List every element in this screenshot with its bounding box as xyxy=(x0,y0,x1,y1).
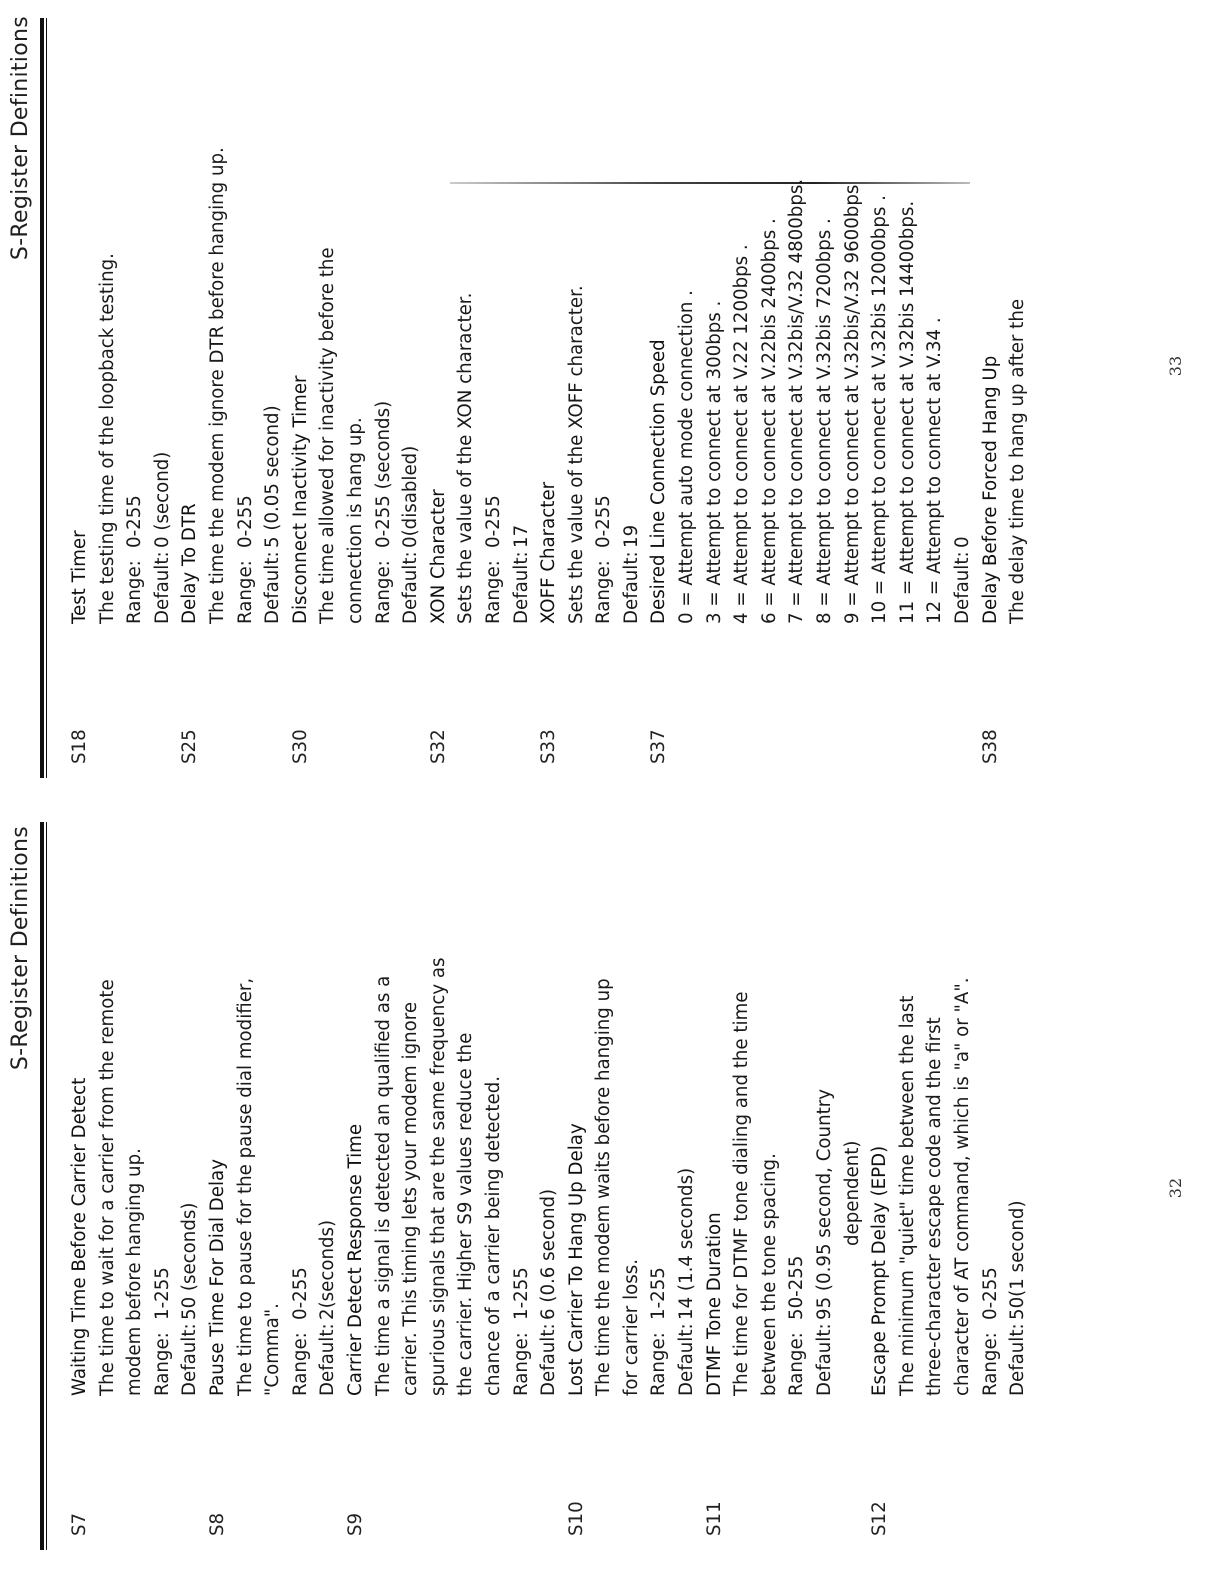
range-label: Range: xyxy=(289,1332,311,1396)
description-line: between the tone spacing. xyxy=(758,1153,780,1396)
default-value: 6 (0.6 second) xyxy=(538,1188,560,1320)
description-line: The time allowed for inactivity before the xyxy=(317,247,339,624)
description-line: The minimum "quiet" time between the last xyxy=(896,995,918,1396)
range-value: 1-255 xyxy=(510,1267,532,1320)
default-value: 0 (second) xyxy=(151,451,173,548)
register-body xyxy=(66,816,204,1396)
description-line: The time to pause for the pause dial modifier, xyxy=(234,977,256,1396)
range-value: 1-255 xyxy=(648,1267,670,1320)
description-line: The delay time to hang up after the xyxy=(1007,298,1029,624)
page-number: 33 xyxy=(1166,355,1185,377)
default-label: Default: xyxy=(317,1323,339,1396)
register-entry xyxy=(535,24,645,764)
default-label: Default: xyxy=(400,551,422,624)
register-entry xyxy=(866,816,1032,1536)
register-entry xyxy=(701,816,867,1536)
description-line: for carrier loss. xyxy=(620,1259,642,1396)
default-label: Default: xyxy=(262,551,284,624)
description-line: three-character escape code and the first xyxy=(924,1017,946,1396)
page-number: 32 xyxy=(1166,1177,1185,1199)
default-value: 50(1 second) xyxy=(1007,1200,1029,1320)
speed-option: 3 = Attempt to connect at 300bps . xyxy=(703,300,725,624)
range-value: 0-255 xyxy=(482,495,504,548)
default-label: Default: xyxy=(676,1323,698,1396)
default-label: Default: xyxy=(952,551,973,624)
register-code: S8 xyxy=(206,1512,228,1536)
description-line: The time the modem ignore DTR before hanging up. xyxy=(206,147,228,624)
default-label: Default: xyxy=(179,1323,201,1396)
register-code: S25 xyxy=(179,729,201,764)
range-value: 0-255 xyxy=(234,495,256,548)
speed-option: 7 = Attempt to connect at V.32bis/V.32 4800bps. xyxy=(786,178,808,624)
speed-option: 6 = Attempt to connect at V.22bis 2400bps . xyxy=(758,218,780,624)
default-label: Default: xyxy=(1007,1323,1029,1396)
page-left xyxy=(0,792,1224,1584)
register-entry xyxy=(176,24,286,764)
range-field xyxy=(149,816,177,1396)
register-entry xyxy=(977,24,1032,764)
speed-option: 12 = Attempt to connect at V.34 . xyxy=(924,317,946,624)
register-code: S10 xyxy=(565,1501,587,1536)
register-entry xyxy=(66,24,176,764)
range-field xyxy=(121,24,149,624)
default-field xyxy=(176,816,204,1396)
register-entry xyxy=(66,816,204,1536)
default-value: 2(seconds) xyxy=(317,1219,339,1320)
default-value: 95 (0.95 second, Country xyxy=(814,1089,836,1320)
range-value: 0-255 xyxy=(979,1267,1001,1320)
description-line: character of AT command, which is "a" or "A". xyxy=(952,977,973,1396)
range-label: Range: xyxy=(482,560,504,624)
register-entry xyxy=(425,24,535,764)
range-value: 0-255 (seconds) xyxy=(372,400,394,548)
register-code: S37 xyxy=(648,729,670,764)
register-title: Lost Carrier To Hang Up Delay xyxy=(565,1123,587,1396)
register-body xyxy=(287,24,425,624)
default-value: 19 xyxy=(620,524,642,548)
register-code: S11 xyxy=(703,1501,725,1536)
range-label: Range: xyxy=(124,560,146,624)
default-field xyxy=(811,816,839,1396)
default-value: 14 (1.4 seconds) xyxy=(676,1167,698,1320)
register-code: S30 xyxy=(289,729,311,764)
description-line: connection is hang up. xyxy=(344,417,366,624)
range-field xyxy=(508,816,536,1396)
register-list xyxy=(66,816,1032,1536)
range-label: Range: xyxy=(510,1332,532,1396)
range-field xyxy=(783,816,811,1396)
description-line: modem before hanging up. xyxy=(124,1148,146,1396)
range-label: Range: xyxy=(593,560,615,624)
default-continuation: dependent) xyxy=(841,1140,863,1246)
default-field xyxy=(149,24,177,624)
range-field xyxy=(977,816,1005,1396)
register-body xyxy=(645,24,976,624)
register-body xyxy=(535,24,645,624)
range-field xyxy=(232,24,260,624)
range-label: Range: xyxy=(151,1332,173,1396)
register-code: S38 xyxy=(979,729,1001,764)
range-label: Range: xyxy=(234,560,256,624)
description-line: The time a signal is detected an qualified as a xyxy=(372,975,394,1396)
register-body xyxy=(866,816,1032,1396)
default-field xyxy=(618,24,646,624)
register-entry xyxy=(645,24,976,764)
register-title: Pause Time For Dial Delay xyxy=(206,1159,228,1396)
register-title: DTMF Tone Duration xyxy=(703,1212,725,1396)
register-body xyxy=(701,816,867,1396)
default-label: Default: xyxy=(538,1323,560,1396)
speed-option: 8 = Attempt to connect at V.32bis 7200bps . xyxy=(814,218,836,624)
range-field xyxy=(480,24,508,624)
speed-option: 10 = Attempt to connect at V.32bis 12000bps . xyxy=(869,195,891,624)
default-label: Default: xyxy=(510,551,532,624)
register-body xyxy=(176,24,286,624)
register-body xyxy=(66,24,176,624)
range-label: Range: xyxy=(648,1332,670,1396)
description-line: The time for DTMF tone dialing and the time xyxy=(731,991,753,1396)
description-line: The testing time of the loopback testing. xyxy=(96,253,118,624)
range-value: 50-255 xyxy=(786,1255,808,1320)
default-field xyxy=(397,24,425,624)
register-entry xyxy=(342,816,563,1536)
description-line: the carrier. Higher S9 values reduce the xyxy=(455,1032,477,1396)
range-label: Range: xyxy=(979,1332,1001,1396)
range-value: 0-255 xyxy=(593,495,615,548)
description-line: Sets the value of the XOFF character. xyxy=(565,285,587,624)
description-line: carrier. This timing lets your modem ignore xyxy=(400,1001,422,1396)
register-title: Carrier Detect Response Time xyxy=(344,1123,366,1396)
register-title: Delay To DTR xyxy=(179,503,201,624)
register-title: Test Timer xyxy=(69,530,90,624)
register-title: Waiting Time Before Carrier Detect xyxy=(69,1077,90,1396)
description-line: Sets the value of the XON character. xyxy=(455,292,477,624)
range-value: 0-255 xyxy=(124,495,146,548)
range-field xyxy=(590,24,618,624)
range-field xyxy=(645,816,673,1396)
register-code: S32 xyxy=(427,729,449,764)
description-line: The time to wait for a carrier from the remote xyxy=(96,979,118,1396)
default-field xyxy=(314,816,342,1396)
default-field xyxy=(1004,816,1032,1396)
running-header: S-Register Definitions xyxy=(8,826,33,1071)
register-entry xyxy=(287,24,425,764)
default-field xyxy=(673,816,701,1396)
register-entry xyxy=(563,816,701,1536)
default-label: Default: xyxy=(620,551,642,624)
default-field xyxy=(535,816,563,1396)
default-value: 17 xyxy=(510,524,532,548)
description-line: "Comma". xyxy=(262,1303,284,1396)
speed-option: 4 = Attempt to connect at V.22 1200bps . xyxy=(731,244,753,624)
register-code: S12 xyxy=(869,1501,891,1536)
default-field xyxy=(508,24,536,624)
range-value: 1-255 xyxy=(151,1267,173,1320)
running-header: S-Register Definitions xyxy=(8,16,33,261)
default-label: Default: xyxy=(814,1323,836,1396)
range-field xyxy=(287,816,315,1396)
range-value: 0-255 xyxy=(289,1267,311,1320)
speed-option: 11 = Attempt to connect at V.32bis 14400bps. xyxy=(896,200,918,624)
range-label: Range: xyxy=(372,560,394,624)
default-label: Default: xyxy=(151,551,173,624)
register-title: XON Character xyxy=(427,489,449,624)
register-title: Delay Before Forced Hang Up xyxy=(979,355,1001,624)
range-field xyxy=(370,24,398,624)
range-label: Range: xyxy=(786,1332,808,1396)
register-title: Desired Line Connection Speed xyxy=(648,339,670,624)
default-value: 0(disabled) xyxy=(400,445,422,548)
register-body xyxy=(204,816,342,1396)
default-value: 5 (0.05 second) xyxy=(262,405,284,548)
description-line: The time the modem waits before hanging up xyxy=(593,978,615,1396)
default-field xyxy=(949,24,977,624)
register-code: S33 xyxy=(538,729,560,764)
register-list xyxy=(66,24,1032,764)
register-title: Escape Prompt Delay (EPD) xyxy=(869,1145,891,1396)
register-title: Disconnect Inactivity Timer xyxy=(289,375,311,624)
register-body xyxy=(425,24,535,624)
register-code: S7 xyxy=(69,1512,90,1536)
default-value: 50 (seconds) xyxy=(179,1202,201,1320)
register-code: S9 xyxy=(344,1512,366,1536)
register-title: XOFF Character xyxy=(538,481,560,624)
register-body xyxy=(977,24,1032,624)
description-line: chance of a carrier being detected. xyxy=(482,1075,504,1396)
register-entry xyxy=(204,816,342,1536)
default-field xyxy=(259,24,287,624)
speed-option: 0 = Attempt auto mode connection . xyxy=(676,290,698,624)
speed-option: 9 = Attempt to connect at V.32bis/V.32 9600bps xyxy=(841,184,863,624)
register-body xyxy=(342,816,563,1396)
register-body xyxy=(563,816,701,1396)
register-code: S18 xyxy=(69,729,90,764)
default-value: 0 xyxy=(952,536,973,548)
description-line: spurious signals that are the same frequency as xyxy=(427,957,449,1396)
